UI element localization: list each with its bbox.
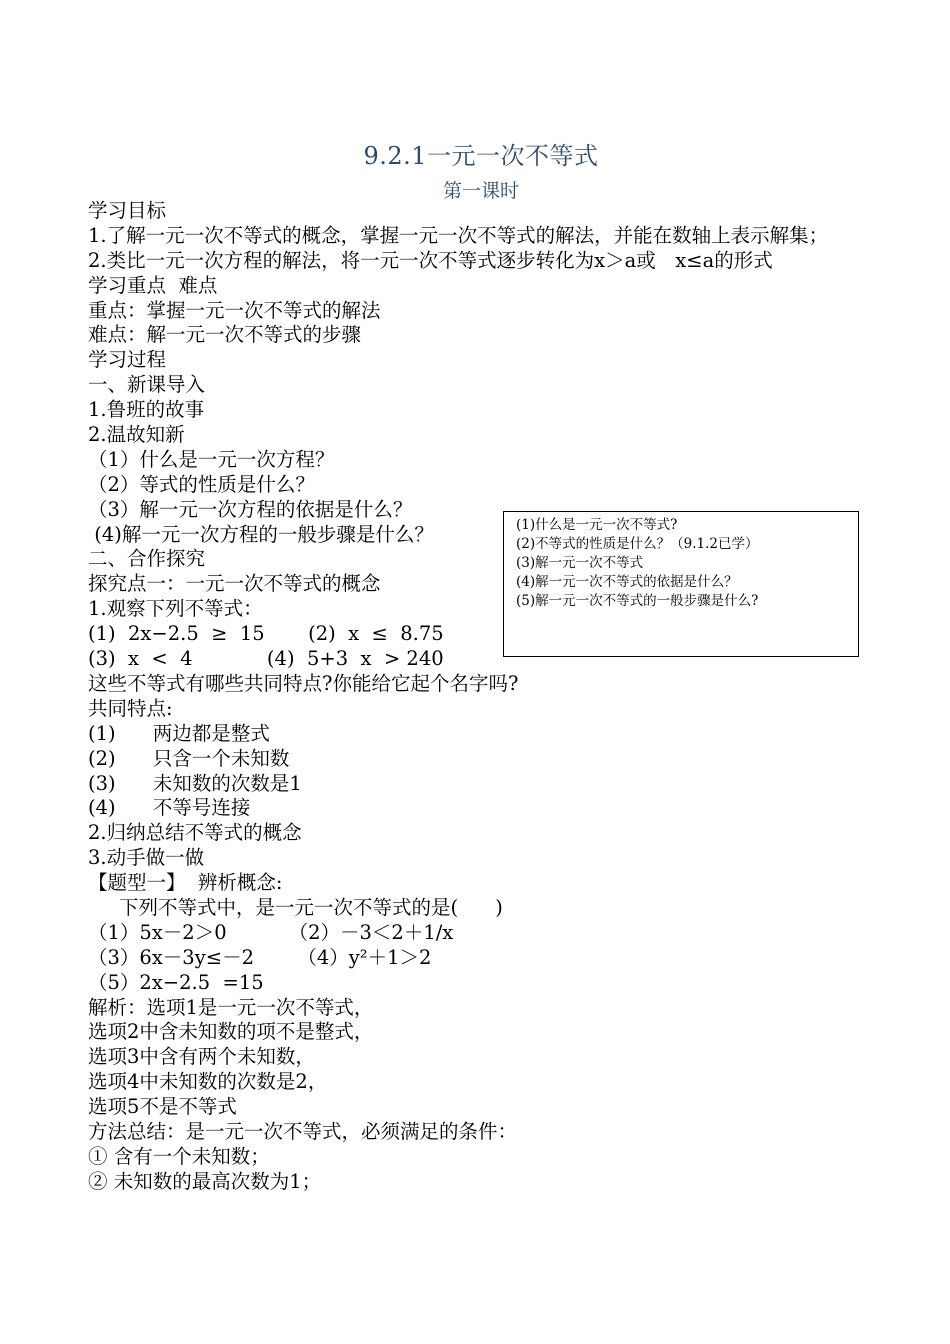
hands-on: 3.动手做一做 [88, 846, 205, 870]
page-subtitle: 第一课时 [442, 180, 519, 202]
analysis-2: 选项2中含未知数的项不是整式， [88, 1020, 374, 1044]
common-feature-heading: 共同特点: [88, 696, 173, 720]
condition-2: ② 未知数的最高次数为1； [88, 1169, 322, 1193]
section-heading-objectives: 学习目标 [88, 199, 167, 222]
objective-2: 2.类比一元一次方程的解法，将一元一次不等式逐步转化为x＞a或 x≤a的形式 [88, 248, 773, 272]
review-question-3: （3）解一元一次方程的依据是什么？ [88, 497, 413, 521]
inequality-row-2: (3) x < 4 (4) 5+3 x > 240 [88, 647, 444, 671]
common-feature-question: 这些不等式有哪些共同特点?你能给它起个名字吗? [88, 671, 519, 695]
box-line-1: (1)什么是一元一次不等式? [516, 517, 678, 533]
intro-item-2: 2.温故知新 [88, 423, 185, 447]
common-feature-1: (1) 两边都是整式 [88, 721, 270, 745]
section-heading-process: 学习过程 [88, 348, 167, 372]
option-row-3: （5）2x−2.5 =15 [88, 970, 264, 994]
analysis-1: 解析：选项1是一元一次不等式， [88, 995, 374, 1019]
difficult-point: 难点：解一元一次不等式的步骤 [88, 323, 362, 347]
analysis-4: 选项4中未知数的次数是2， [88, 1070, 328, 1094]
question-stem: 下列不等式中，是一元一次不等式的是( ) [88, 895, 503, 919]
document-body [88, 199, 888, 1195]
common-feature-3: (3) 未知数的次数是1 [88, 771, 302, 795]
explore-point-1: 探究点一：一元一次不等式的概念 [88, 572, 381, 596]
summary-concept: 2.归纳总结不等式的概念 [88, 821, 302, 845]
section-heading-focus: 学习重点 难点 [88, 273, 218, 297]
review-question-4: (4)解一元一次方程的一般步骤是什么？ [88, 522, 434, 546]
inequality-row-1: (1) 2x−2.5 ≥ 15 (2) x ≤ 8.75 [88, 622, 444, 646]
common-feature-4: (4) 不等号连接 [88, 796, 251, 820]
box-line-2: (2)不等式的性质是什么？（9.1.2已学） [516, 536, 759, 552]
condition-1: ① 含有一个未知数； [88, 1144, 270, 1168]
box-line-3: (3)解一元一次不等式 [516, 555, 644, 571]
option-row-2: （3）6x－3y≤－2 （4）y²＋1＞2 [88, 945, 432, 969]
method-summary: 方法总结：是一元一次不等式，必须满足的条件： [88, 1119, 518, 1143]
analysis-3: 选项3中含有两个未知数， [88, 1045, 315, 1069]
intro-item-1: 1.鲁班的故事 [88, 398, 205, 422]
part-heading-intro: 一、新课导入 [88, 373, 206, 397]
box-line-4: (4)解一元一次不等式的依据是什么？ [516, 574, 738, 590]
question-type-1: 【题型一】 辨析概念: [88, 871, 283, 895]
observe-prompt: 1.观察下列不等式： [88, 597, 263, 621]
box-line-5: (5)解一元一次不等式的一般步骤是什么? [516, 593, 759, 609]
review-questions-box [503, 511, 859, 657]
page-title: 9.2.1一元一次不等式 [363, 142, 599, 170]
review-question-1: （1）什么是一元一次方程？ [88, 447, 335, 471]
analysis-5: 选项5不是不等式 [88, 1095, 237, 1119]
objective-1: 1.了解一元一次不等式的概念，掌握一元一次不等式的解法，并能在数轴上表示解集； [88, 223, 829, 247]
common-feature-2: (2) 只含一个未知数 [88, 746, 290, 770]
focus-point: 重点：掌握一元一次不等式的解法 [88, 298, 381, 322]
review-question-2: （2）等式的性质是什么？ [88, 472, 315, 496]
option-row-1: （1）5x－2＞0 （2）－3＜2＋1/x [88, 920, 454, 944]
part-heading-explore: 二、合作探究 [88, 547, 206, 571]
